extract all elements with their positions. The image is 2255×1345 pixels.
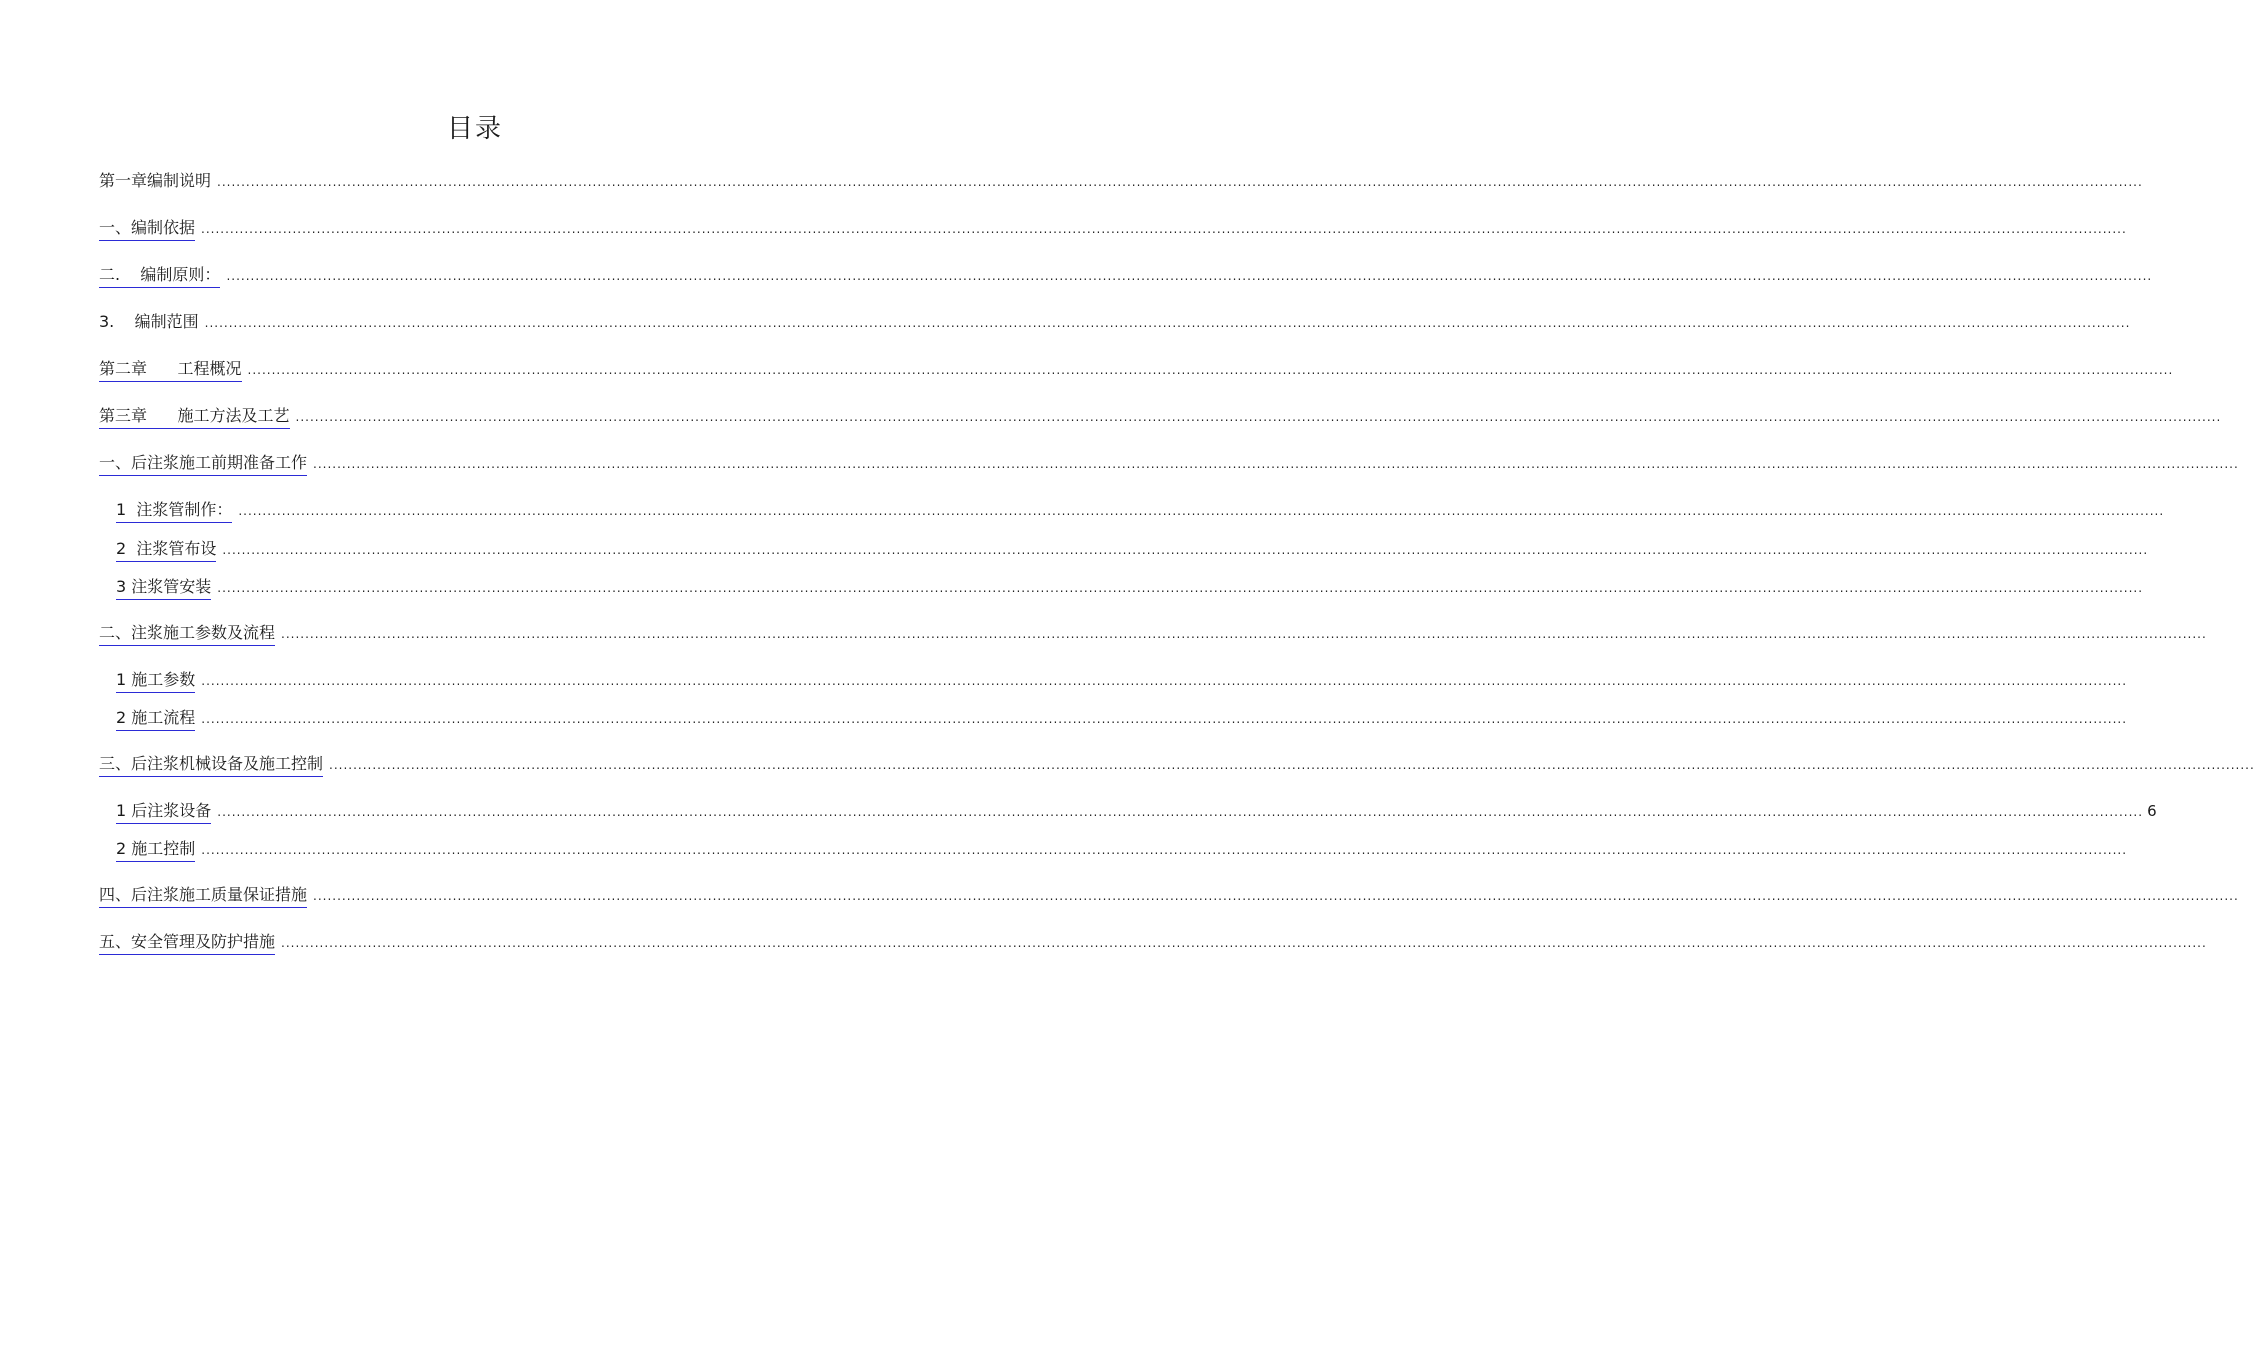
toc-entry xyxy=(99,311,2131,333)
toc-leader-dots: ................................................................................................................................................................................................................................................................................................................................................................................................................ xyxy=(204,316,2131,330)
toc-leader-dots: ................................................................................................................................................................................................................................................................................................................................................................................................................ xyxy=(313,889,2239,903)
toc-entry[interactable] xyxy=(99,931,2207,953)
toc-entry-label[interactable]: 1 施工参数 xyxy=(116,669,195,693)
toc-entry[interactable] xyxy=(99,264,2153,286)
toc-leader-dots: ................................................................................................................................................................................................................................................................................................................................................................................................................ xyxy=(313,457,2239,471)
toc-entry-label[interactable]: 第二章 工程概况 xyxy=(99,358,242,382)
toc-entry-label[interactable]: 一、后注浆施工前期准备工作 xyxy=(99,452,307,476)
toc-entry[interactable] xyxy=(116,838,2128,860)
toc-leader-dots: ................................................................................................................................................................................................................................................................................................................................................................................................................ xyxy=(217,805,2144,819)
toc-entry-label[interactable]: 1 注浆管制作： xyxy=(116,499,232,523)
toc-entry-label[interactable]: 五、安全管理及防护措施 xyxy=(99,931,275,955)
toc-leader-dots: ................................................................................................................................................................................................................................................................................................................................................................................................................ xyxy=(201,843,2128,857)
toc-entry-label[interactable]: 1 后注浆设备 xyxy=(116,800,211,824)
toc-entry[interactable] xyxy=(99,884,2239,906)
toc-entry[interactable] xyxy=(116,800,2157,822)
toc-entry-label: 3. 编制范围 xyxy=(99,312,199,331)
toc-leader-dots: ................................................................................................................................................................................................................................................................................................................................................................................................................ xyxy=(201,674,2128,688)
toc-entry[interactable] xyxy=(116,499,2165,521)
toc-entry[interactable] xyxy=(116,669,2128,691)
toc-page-number: 6 xyxy=(2147,802,2157,820)
toc-leader-dots: ................................................................................................................................................................................................................................................................................................................................................................................................................ xyxy=(281,627,2207,641)
toc-entry xyxy=(99,170,2143,192)
toc-leader-dots: ................................................................................................................................................................................................................................................................................................................................................................................................................ xyxy=(281,936,2207,950)
toc-entry[interactable] xyxy=(99,358,2174,380)
toc-entry[interactable] xyxy=(99,753,2255,775)
toc-leader-dots: ................................................................................................................................................................................................................................................................................................................................................................................................................ xyxy=(222,543,2149,557)
toc-entry-label[interactable]: 2 注浆管布设 xyxy=(116,538,216,562)
toc-entry[interactable] xyxy=(116,538,2149,560)
toc-leader-dots: ................................................................................................................................................................................................................................................................................................................................................................................................................ xyxy=(217,581,2144,595)
toc-leader-dots: ................................................................................................................................................................................................................................................................................................................................................................................................................ xyxy=(247,363,2174,377)
toc-leader-dots: ................................................................................................................................................................................................................................................................................................................................................................................................................ xyxy=(201,222,2127,236)
toc-leader-dots: ................................................................................................................................................................................................................................................................................................................................................................................................................ xyxy=(226,269,2153,283)
toc-entry-label[interactable]: 三、后注浆机械设备及施工控制 xyxy=(99,753,323,777)
toc-entry-label[interactable]: 2 施工流程 xyxy=(116,707,195,731)
toc-leader-dots: ................................................................................................................................................................................................................................................................................................................................................................................................................ xyxy=(201,712,2128,726)
toc-entry-label: 第一章编制说明 xyxy=(99,171,212,190)
toc-entry-label[interactable]: 二、注浆施工参数及流程 xyxy=(99,622,275,646)
toc-leader-dots: ................................................................................................................................................................................................................................................................................................................................................................................................................ xyxy=(238,504,2165,518)
toc-entry-label[interactable]: 2 施工控制 xyxy=(116,838,195,862)
toc-entry[interactable] xyxy=(99,452,2239,474)
toc-entry[interactable] xyxy=(116,576,2144,598)
toc-entry[interactable] xyxy=(99,217,2127,239)
toc-entry-label[interactable]: 一、编制依据 xyxy=(99,217,195,241)
toc-entry[interactable] xyxy=(99,622,2207,644)
toc-entry[interactable] xyxy=(116,707,2128,729)
toc-entry-label[interactable]: 3 注浆管安装 xyxy=(116,576,211,600)
toc-leader-dots: ................................................................................................................................................................................................................................................................................................................................................................................................................ xyxy=(329,758,2255,772)
toc-leader-dots: ................................................................................................................................................................................................................................................................................................................................................................................................................ xyxy=(295,410,2222,424)
toc-entry[interactable] xyxy=(99,405,2222,427)
toc-entry-label[interactable]: 四、后注浆施工质量保证措施 xyxy=(99,884,307,908)
page-title: 目录 xyxy=(446,114,503,144)
toc-leader-dots: ................................................................................................................................................................................................................................................................................................................................................................................................................ xyxy=(217,175,2143,189)
toc-entry-label[interactable]: 二. 编制原则： xyxy=(99,264,220,288)
toc-entry-label[interactable]: 第三章 施工方法及工艺 xyxy=(99,405,290,429)
